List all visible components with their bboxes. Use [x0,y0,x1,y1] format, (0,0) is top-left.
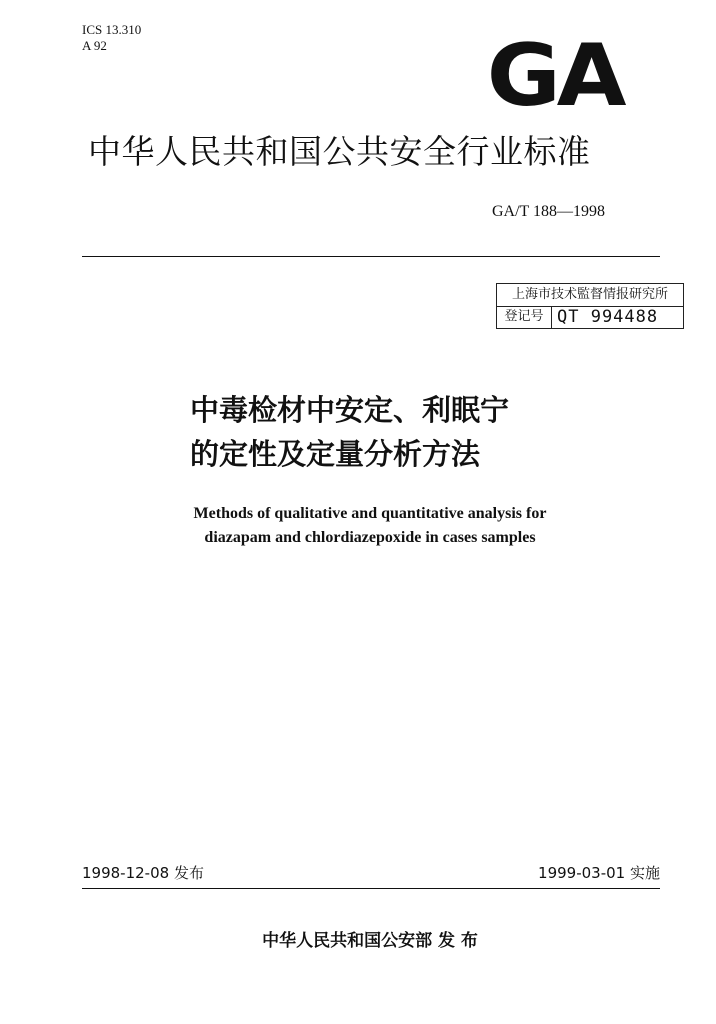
header-divider [82,256,660,257]
stamp-reg-number: QT 994488 [557,307,659,327]
title-cn-line1: 中毒检材中安定、利眠宁 [190,393,510,427]
stamp-registration-row [497,306,683,328]
publisher: 中华人民共和国公安部 发 布 [262,931,478,951]
class-code: A 92 [82,38,107,53]
stamp-institution: 上海市技术監督情报研究所 [497,284,683,307]
document-title-english [100,502,640,550]
stamp-reg-label: 登记号 [497,306,552,328]
footer-divider [82,888,660,889]
title-en-line1: Methods of qualitative and quantitative analysis for [193,505,547,522]
document-title-chinese [190,388,610,476]
title-en-line2: diazapam and chlordiazepoxide in cases samples [204,529,536,546]
implementation-date: 1999-03-01 实施 [538,864,660,882]
registration-stamp [496,283,684,329]
classification-codes [82,22,141,54]
ga-logo: GA [486,26,623,126]
standard-title: 中华人民共和国公共安全行业标准 [88,132,591,171]
standard-number: GA/T 188—1998 [492,203,606,220]
issue-date: 1998-12-08 发布 [82,864,204,882]
ics-code: ICS 13.310 [82,22,142,37]
title-cn-line2: 的定性及定量分析方法 [190,437,481,471]
